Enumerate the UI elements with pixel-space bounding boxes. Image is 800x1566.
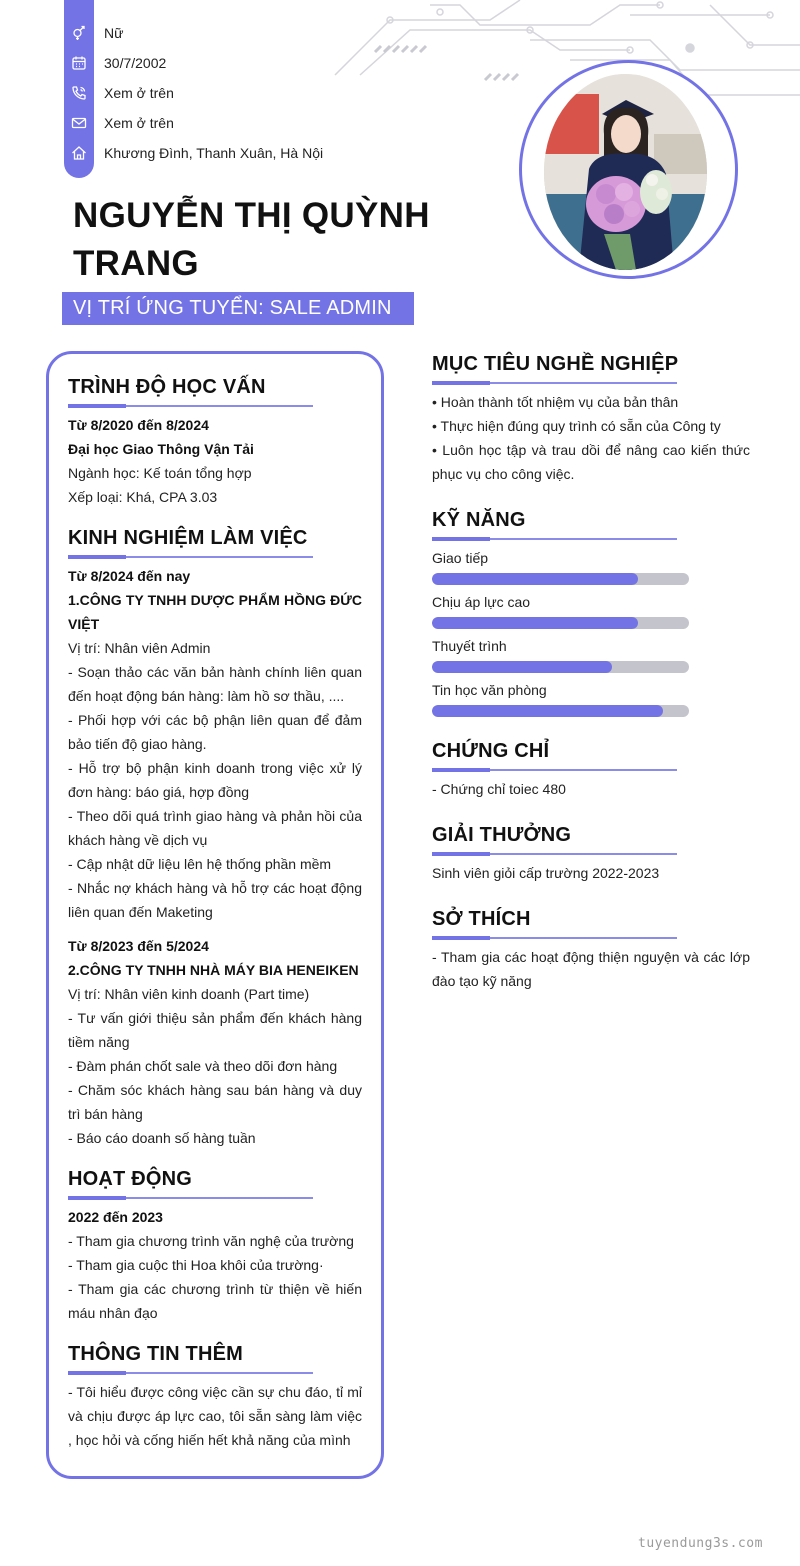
phone-icon [64, 85, 94, 101]
skill-bar-fill [432, 573, 638, 585]
job2-item: - Đàm phán chốt sale và theo dõi đơn hàng [68, 1058, 338, 1074]
job2-item: - Báo cáo doanh số hàng tuần [68, 1130, 256, 1146]
job1-item: - Nhắc nợ khách hàng và hỗ trợ các hoạt động liên quan đến Maketing [68, 880, 362, 920]
more-info-underline [68, 1372, 313, 1374]
candidate-name [73, 192, 473, 288]
avatar [544, 74, 707, 270]
calendar-icon [64, 55, 94, 71]
skill-label: Chịu áp lực cao [432, 594, 531, 610]
activities-period: 2022 đến 2023 [68, 1209, 163, 1225]
skill-bar-track [432, 705, 689, 717]
contact-gender-text: Nữ [104, 25, 124, 41]
awards-underline [432, 853, 677, 855]
contact-address-text: Khương Đình, Thanh Xuân, Hà Nội [104, 145, 324, 161]
avatar-photo [544, 74, 707, 270]
contact-birthday [64, 48, 323, 78]
education-grade: Xếp loại: Khá, CPA 3.03 [68, 489, 218, 505]
experience-underline [68, 556, 313, 558]
job1-item: - Cập nhật dữ liệu lên hệ thống phần mềm [68, 856, 332, 872]
name-line-2: TRANG [73, 244, 199, 283]
activities-title: HOẠT ĐỘNG [68, 1168, 193, 1190]
activity-item: - Tham gia các chương trình từ thiện về hiến máu nhân đạo [68, 1281, 362, 1321]
skill-bar-track [432, 573, 689, 585]
job1-item: - Soạn thảo các văn bản hành chính liên quan đến hoạt động bán hàng: làm hồ sơ thầu, .... [68, 664, 362, 704]
skill-bar-fill [432, 661, 612, 673]
job2-item: - Tư vấn giới thiệu sản phẩm đến khách hàng tiềm năng [68, 1010, 362, 1050]
gender-icon [64, 25, 94, 41]
activity-item: - Tham gia chương trình văn nghệ của trường [68, 1233, 354, 1249]
contact-gender [64, 18, 323, 48]
home-icon [64, 145, 94, 161]
skill-bar-fill [432, 617, 638, 629]
hobbies-underline [432, 937, 677, 939]
education-school: Đại học Giao Thông Vận Tải [68, 441, 254, 457]
contact-phone-text: Xem ở trên [104, 85, 174, 101]
objective-title: MỤC TIÊU NGHỀ NGHIỆP [432, 353, 679, 375]
objective-item: • Luôn học tập và trau dồi để nâng cao kiến thức phục vụ cho công việc. [432, 442, 750, 482]
skill-label: Giao tiếp [432, 550, 489, 566]
skills-title: KỸ NĂNG [432, 509, 526, 531]
education-major: Ngành học: Kế toán tổng hợp [68, 465, 252, 481]
objective-item: • Thực hiện đúng quy trình có sẵn của Công ty [432, 418, 721, 434]
job1-item: - Theo dõi quá trình giao hàng và phản hồi của khách hàng về dịch vụ [68, 808, 362, 848]
education-underline [68, 405, 313, 407]
contact-list [64, 18, 323, 168]
job2-role: Vị trí: Nhân viên kinh doanh (Part time) [68, 986, 310, 1002]
skill-bar-track [432, 617, 689, 629]
award-item: Sinh viên giỏi cấp trường 2022-2023 [432, 865, 660, 881]
education-period: Từ 8/2020 đến 8/2024 [68, 417, 209, 433]
objective-item: • Hoàn thành tốt nhiệm vụ của bản thân [432, 394, 679, 410]
job1-company: 1.CÔNG TY TNHH DƯỢC PHẨM HỒNG ĐỨC VIỆT [68, 592, 362, 632]
email-icon [64, 115, 94, 131]
education-title: TRÌNH ĐỘ HỌC VẤN [68, 376, 266, 398]
job2-company: 2.CÔNG TY TNHH NHÀ MÁY BIA HENEIKEN [68, 962, 359, 978]
position-banner: VỊ TRÍ ỨNG TUYỂN: SALE ADMIN [62, 292, 414, 325]
skill-bar-track [432, 661, 689, 673]
contact-birthday-text: 30/7/2002 [104, 55, 167, 71]
contact-phone [64, 78, 323, 108]
certificates-title: CHỨNG CHỈ [432, 740, 550, 762]
skill-label: Tin học văn phòng [432, 682, 547, 698]
certificates-underline [432, 769, 677, 771]
objective-underline [432, 382, 677, 384]
awards-title: GIẢI THƯỞNG [432, 824, 572, 846]
contact-email-text: Xem ở trên [104, 115, 174, 131]
job2-period: Từ 8/2023 đến 5/2024 [68, 938, 209, 954]
contact-address [64, 138, 323, 168]
hobby-item: - Tham gia các hoạt động thiện nguyện và các lớp đào tạo kỹ năng [432, 949, 750, 989]
more-info-text: - Tôi hiểu được công việc cần sự chu đáo, tỉ mỉ và chịu được áp lực cao, tôi sẵn sàng làm việc , học hỏi và cống hiến hết khả năng của mình [68, 1384, 362, 1448]
name-line-1: NGUYỄN THỊ QUỲNH [73, 196, 430, 235]
hobbies-title: SỞ THÍCH [432, 908, 531, 930]
contact-email [64, 108, 323, 138]
skills-underline [432, 538, 677, 540]
skill-bar-fill [432, 705, 663, 717]
activities-underline [68, 1197, 313, 1199]
job2-item: - Chăm sóc khách hàng sau bán hàng và duy trì bán hàng [68, 1082, 362, 1122]
skill-label: Thuyết trình [432, 638, 507, 654]
certificate-item: - Chứng chỉ toiec 480 [432, 781, 566, 797]
job1-period: Từ 8/2024 đến nay [68, 568, 191, 584]
activity-item: - Tham gia cuộc thi Hoa khôi của trường· [68, 1257, 324, 1273]
watermark: tuyendung3s.com [638, 1536, 763, 1551]
job1-item: - Hỗ trợ bộ phận kinh doanh trong việc xử lý đơn hàng: báo giá, hợp đồng [68, 760, 362, 800]
job1-role: Vị trí: Nhân viên Admin [68, 640, 211, 656]
experience-title: KINH NGHIỆM LÀM VIỆC [68, 527, 308, 549]
more-info-title: THÔNG TIN THÊM [68, 1343, 244, 1365]
job1-item: - Phối hợp với các bộ phận liên quan để đảm bảo tiến độ giao hàng. [68, 712, 362, 752]
